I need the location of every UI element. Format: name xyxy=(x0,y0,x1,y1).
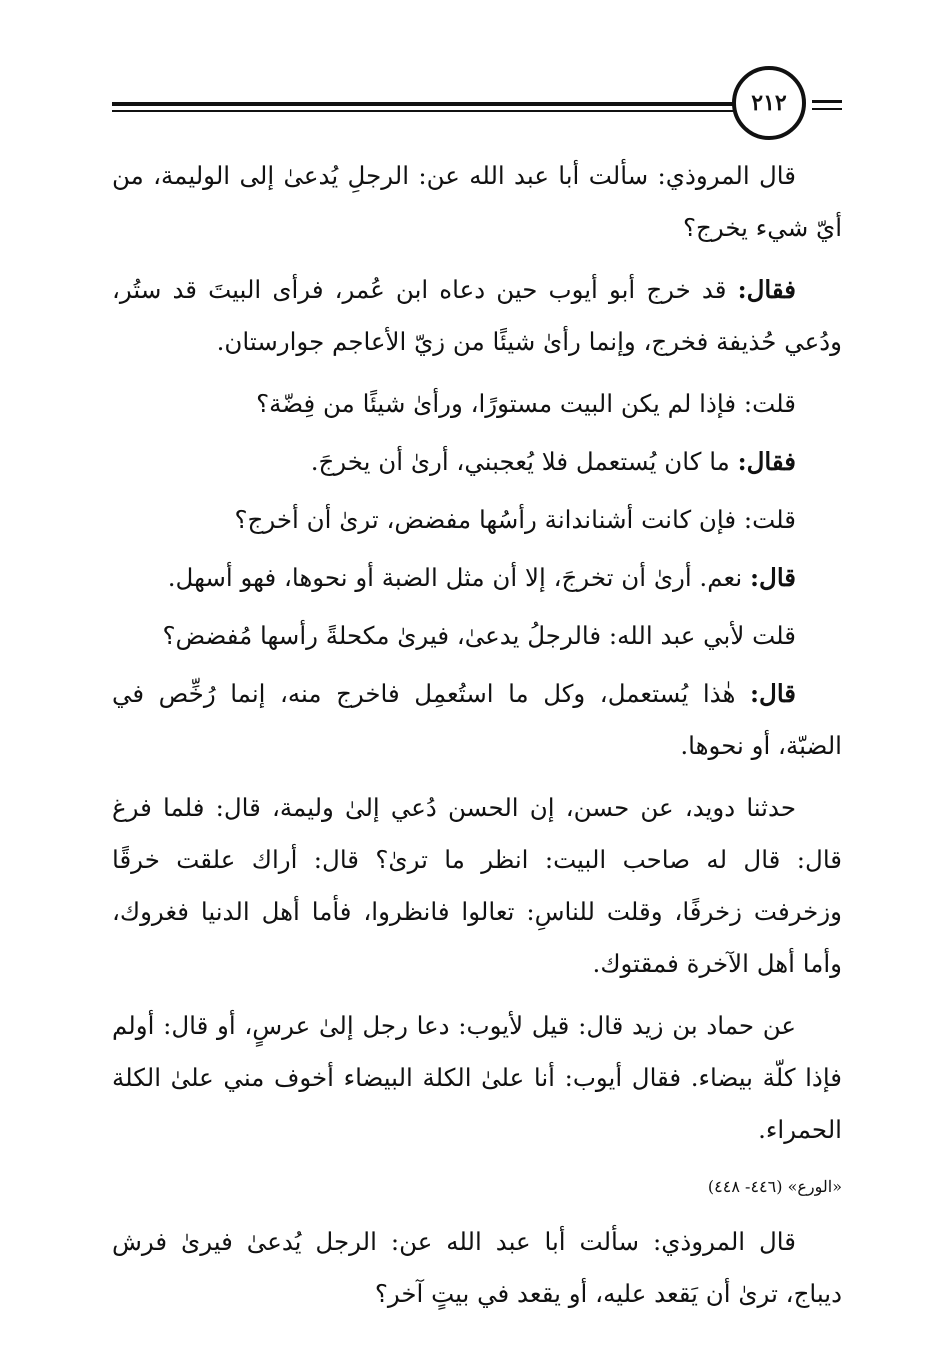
speaker-label: فقال: xyxy=(737,275,796,304)
paragraph-10: عن حماد بن زيد قال: قيل لأيوب: دعا رجل إلىٰ عرسٍ، أو قال: أولم فإذا كلّة بيضاء. فقال أيوب: أنا علىٰ الكلة البيضاء أخوف مني علىٰ الكلة الحمراء. xyxy=(112,1011,842,1144)
paragraph-5: قلت: فإن كانت أشناندانة رأسُها مفضض، ترىٰ أن أخرج؟ xyxy=(234,505,796,534)
source-citation: «الورع» (٤٤٦- ٤٤٨) xyxy=(707,1177,842,1196)
header-rule-right-thin xyxy=(812,108,842,110)
paragraph-4: فقال: ما كان يُستعمل فلا يُعجبني، أرىٰ أن يخرجَ. xyxy=(310,447,796,476)
header-rule-thin xyxy=(112,110,734,112)
paragraph-1: قال المروذي: سألت أبا عبد الله عن: الرجلِ يُدعىٰ إلى الوليمة، من أيّ شيء يخرج؟ xyxy=(112,161,842,242)
paragraph-7: قلت لأبي عبد الله: فالرجلُ يدعىٰ، فيرىٰ مكحلةً رأسها مُفضض؟ xyxy=(162,621,796,650)
paragraph-8: قال: هٰذا يُستعمل، وكل ما استُعمِل فاخرج منه، إنما رُخِّص في الضبّة، أو نحوها. xyxy=(112,679,842,760)
page-header xyxy=(112,64,842,144)
speaker-label: قال: xyxy=(749,563,796,592)
header-rule-thick xyxy=(112,102,734,106)
paragraph-3: قلت: فإذا لم يكن البيت مستورًا، ورأىٰ شيئًا من فِضّة؟ xyxy=(256,389,796,418)
header-rule-right xyxy=(812,100,842,103)
page-number: ٢١٢ xyxy=(732,66,806,140)
speaker-label: قال: xyxy=(749,679,796,708)
paragraph-2: فقال: قد خرج أبو أيوب حين دعاه ابن عُمر، فرأى البيتَ قد ستُر، ودُعي حُذيفة فخرج، وإنما رأىٰ شيئًا من زيّ الأعاجم جوارستان. xyxy=(112,275,842,356)
page-body xyxy=(112,150,842,1330)
paragraph-6: قال: نعم. أرىٰ أن تخرجَ، إلا أن مثل الضبة أو نحوها، فهو أسهل. xyxy=(167,563,796,592)
paragraph-9: حدثنا دويد، عن حسن، إن الحسن دُعي إلىٰ وليمة، قال: فلما فرغ قال: قال له صاحب البيت: انظر ما ترىٰ؟ قال: أراك علقت خرقًا وزخرفت زخرفًا، وقلت للناسِ: تعالوا فانظروا، فأما أهل الدنيا فغروك، وأما أهل الآخرة فمقتوك. xyxy=(112,793,842,978)
paragraph-11: قال المروذي: سألت أبا عبد الله عن: الرجل يُدعىٰ فيرىٰ فرش ديباج، ترىٰ أن يَقعد عليه، أو يقعد في بيتٍ آخر؟ xyxy=(112,1227,842,1308)
speaker-label: فقال: xyxy=(737,447,796,476)
